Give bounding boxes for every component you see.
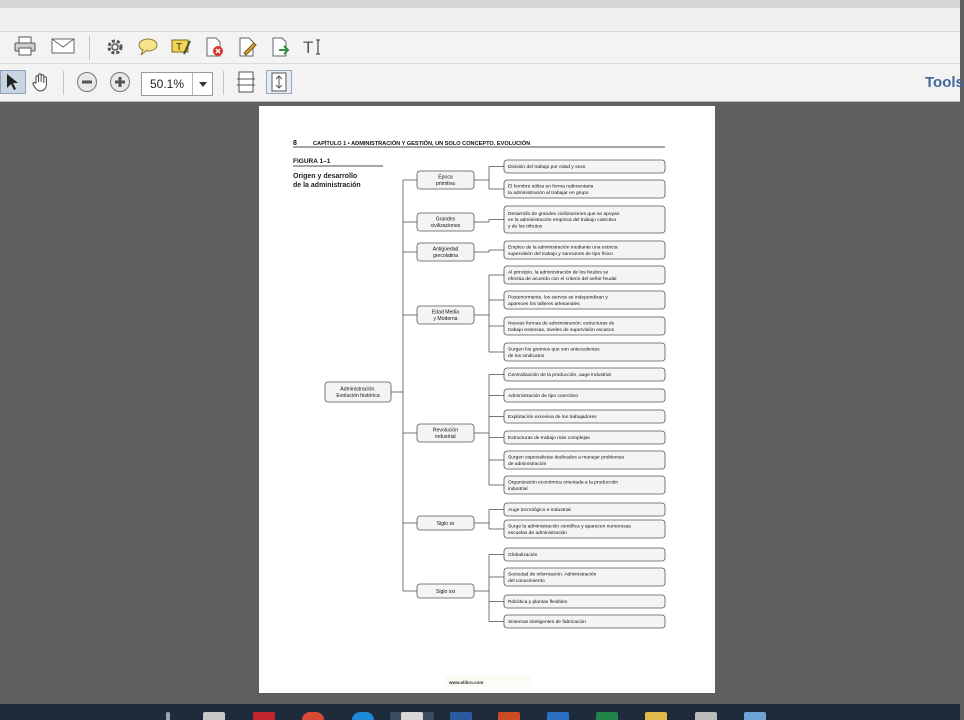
group-node-label: Siglo xx [436, 520, 455, 527]
item-node-label: trabajo extensas, niveles de supervisión escasos [508, 327, 615, 333]
item-node-label: Organización económica orientada a la producción [508, 480, 619, 486]
item-node-label: Estructuras de trabajo más complejas [508, 436, 590, 442]
item-node-label: Surge la administración científica y aparecen numerosas [508, 524, 631, 530]
hand-tool-icon[interactable] [28, 70, 54, 94]
document-page [259, 106, 715, 693]
item-node-label: en la administración empírica del trabajo colectivo [508, 218, 617, 224]
taskbar-icon[interactable] [744, 712, 766, 720]
comment-icon[interactable] [135, 35, 161, 59]
root-node-label: Administración. [340, 386, 376, 393]
figure-title-line-1: Origen y desarrollo [293, 173, 358, 180]
svg-text:T: T [303, 38, 314, 57]
email-icon[interactable] [50, 34, 76, 58]
taskbar [0, 704, 960, 720]
toolbar-separator [89, 36, 90, 60]
taskbar-icon[interactable] [166, 712, 170, 720]
fit-page-icon[interactable] [266, 70, 292, 94]
item-node-label: Surgen especialistas dedicados a manejar problemas [508, 455, 625, 461]
item-node-label: aparecen los talleres artesanales [508, 301, 580, 307]
chevron-down-icon [199, 82, 207, 87]
svg-text:T: T [176, 42, 183, 53]
item-node-label: Explotación excesiva de los trabajadores [508, 415, 597, 421]
item-node-label: la administración al trabajar en grupo [508, 190, 589, 196]
figure-title-line-2: de la administración [293, 182, 361, 189]
item-node-label: Globalización [508, 553, 538, 559]
item-node-label: de los sindicatos [508, 353, 545, 359]
header-chapter-title: CAPÍTULO 1 • ADMINISTRACIÓN Y GESTIÓN, UN SOLO CONCEPTO. EVOLUCIÓN [313, 141, 531, 147]
taskbar-icon[interactable] [645, 712, 667, 720]
item-node-label: Al principio, la administración de los feudos se [508, 270, 609, 276]
group-node-label: Siglo xxi [436, 588, 455, 595]
fit-width-icon[interactable] [233, 70, 259, 94]
taskbar-icon[interactable] [302, 712, 324, 720]
group-node-label: civilizaciones [430, 222, 461, 229]
item-node-label: Administración de tipo coercitivo [508, 394, 579, 400]
taskbar-icon[interactable] [547, 712, 569, 720]
header-page-number: 8 [293, 140, 297, 147]
print-icon[interactable] [12, 34, 38, 58]
group-node-label: Revolución [432, 427, 459, 434]
taskbar-icon[interactable] [498, 712, 520, 720]
root-node-label: Evolución histórica [336, 393, 380, 400]
group-node-label: y Moderna [433, 315, 458, 322]
taskbar-icon[interactable] [253, 712, 275, 720]
document-viewport[interactable] [0, 103, 960, 704]
item-node-label: de administración [508, 461, 547, 467]
figure-diagram [259, 106, 715, 693]
footer-text: www.elibro.com [449, 680, 484, 685]
item-node-label: Sociedad de información. Administración [508, 572, 597, 578]
group-node-label: grecolatina [433, 252, 458, 259]
highlight-text-icon[interactable] [168, 35, 194, 59]
toolbar-separator [63, 71, 64, 95]
item-node-label: Auge tecnológico e industrial [508, 508, 571, 514]
menu-bar [0, 8, 960, 32]
item-node-label: El hombre utiliza en forma rudimentaria [508, 184, 594, 190]
taskbar-icon[interactable] [401, 712, 423, 720]
window-top-strip [0, 0, 960, 8]
zoom-dropdown-button[interactable] [192, 73, 212, 95]
group-node-label: Edad Media [431, 309, 460, 316]
zoom-in-icon[interactable] [107, 70, 133, 94]
sign-document-icon[interactable] [234, 35, 260, 59]
group-node-label: primitiva [436, 180, 455, 187]
group-node-label: Época [438, 174, 453, 181]
item-node-label: supervisión del trabajo y sanciones de tipo físico [508, 251, 613, 257]
zoom-out-icon[interactable] [74, 70, 100, 94]
gear-icon[interactable] [102, 35, 128, 59]
item-node-label: Robótica y plantas flexibles [508, 600, 568, 606]
item-node-label: industrial [508, 486, 528, 492]
zoom-value[interactable]: 50.1% [150, 77, 185, 91]
group-node-label: industrial [435, 433, 456, 440]
delete-page-icon[interactable] [201, 35, 227, 59]
group-node-label: Grandes [435, 216, 456, 223]
taskbar-icon[interactable] [203, 712, 225, 720]
item-node-label: Nuevas formas de administración: estructuras de [508, 321, 615, 327]
taskbar-icon[interactable] [695, 712, 717, 720]
item-node-label: Sistemas inteligentes de fabricación [508, 620, 587, 626]
taskbar-icon[interactable] [450, 712, 472, 720]
zoom-field[interactable] [141, 72, 213, 96]
main-toolbar [0, 32, 960, 64]
item-node-label: y de los tributos [508, 224, 543, 230]
diagram-body [325, 160, 665, 628]
item-node-label: Centralización de la producción, auge industrial [508, 373, 611, 379]
text-tool-icon[interactable] [300, 35, 326, 59]
item-node-label: Desarrollo de grandes civilizaciones que se apoyan [508, 212, 620, 218]
toolbar-separator [223, 71, 224, 95]
item-node-label: efectúa de acuerdo con el criterio del señor feudal [508, 276, 617, 282]
export-document-icon[interactable] [267, 35, 293, 59]
item-node-label: Posteriormente, los siervos se independizan y [508, 295, 608, 301]
item-node-label: División del trabajo por edad y sexo [508, 165, 586, 171]
taskbar-icon[interactable] [596, 712, 618, 720]
item-node-label: del conocimiento [508, 578, 545, 584]
select-tool-icon[interactable] [0, 70, 26, 94]
item-node-label: Surgen los gremios que son antecedentes [508, 347, 600, 353]
tools-link[interactable]: Tools [925, 74, 964, 91]
item-node-label: escuelas de administración [508, 530, 567, 536]
group-node-label: Antigüedad [432, 246, 459, 253]
taskbar-icon[interactable] [352, 712, 374, 720]
item-node-label: Empleo de la administración mediante una estricta [508, 245, 618, 251]
figure-label: FIGURA 1–1 [293, 158, 331, 165]
